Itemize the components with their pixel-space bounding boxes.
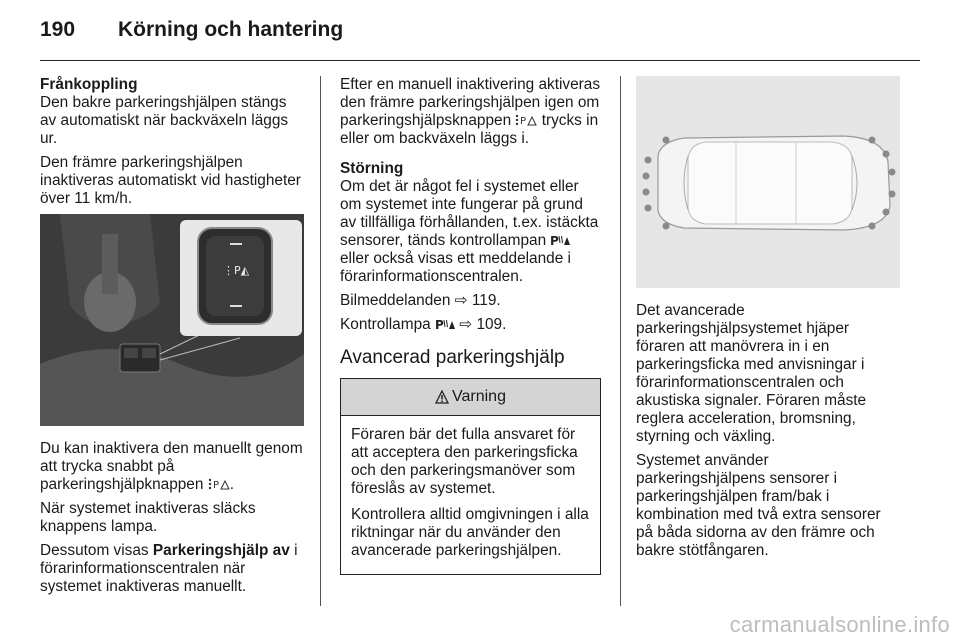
svg-text:⋮P◭: ⋮P◭ <box>223 264 250 277</box>
paragraph-message <box>40 542 306 596</box>
text: Kontrollampa <box>340 316 431 333</box>
page-header <box>40 16 920 52</box>
text: Bilmeddelanden <box>340 292 451 309</box>
car-sensor-diagram <box>636 76 900 288</box>
svg-text:P: P <box>550 234 560 247</box>
page-ref-arrow-icon: ⇨ <box>454 292 468 309</box>
text: . <box>229 476 234 493</box>
parking-warning-lamp-icon <box>550 233 570 247</box>
paragraph-manual-disable <box>40 440 306 494</box>
text: trycks in eller om backväxeln läggs i. <box>340 112 599 147</box>
column-2 <box>340 76 602 575</box>
text: Efter en manuell inaktivering aktiveras den främre parkeringshjälpen igen om parkeringshjälpsknappen <box>340 76 601 129</box>
reference-control-lamp <box>340 316 602 334</box>
text: i förarinformationscentralen när systemet inaktiveras manuellt. <box>40 542 298 595</box>
parking-assist-button-icon <box>208 477 230 491</box>
section-title-advanced-parking: Avancerad parkeringshjälp <box>340 347 565 368</box>
svg-text:P: P <box>520 116 527 127</box>
header-rule <box>40 60 920 61</box>
text: eller också visas ett meddelande i förarinformationscentralen. <box>340 250 571 285</box>
section-heading-fault: Störning <box>340 160 404 177</box>
column-divider-1 <box>320 76 321 606</box>
paragraph: Den bakre parkeringshjälpen stängs av automatiskt när backväxeln läggs ur. <box>40 94 289 147</box>
watermark: carmanualsonline.info <box>729 612 950 637</box>
console-photo <box>40 214 304 426</box>
page-number: 190 <box>40 18 76 41</box>
paragraph: Det avancerade parkeringshjälpsystemet hjäper föraren att manövrera in i en parkeringsficka med anvisningar i förarinformationscentralen och akustiska signaler. Föraren måste reglera acceleration, bromsning, styrning och växling. <box>636 302 867 445</box>
paragraph-fault <box>340 178 602 286</box>
chapter-title: Körning och hantering <box>118 18 344 41</box>
svg-text:P: P <box>434 318 444 331</box>
warning-paragraph: Kontrollera alltid omgivningen i alla riktningar när du använder den avancerade parkeringshjälpen. <box>351 506 589 559</box>
column-divider-2 <box>620 76 621 606</box>
warning-triangle-icon <box>435 390 449 404</box>
warning-paragraph: Föraren bär det fulla ansvaret för att acceptera den parkeringsficka och den parkeringsmanöver som föreslås av systemet. <box>351 426 578 497</box>
paragraph: Den främre parkeringshjälpen inaktiveras automatiskt vid hastigheter över 11 km/h. <box>40 154 301 207</box>
column-3 <box>636 76 902 566</box>
column-1 <box>40 76 306 602</box>
parking-assist-button-icon <box>515 113 537 127</box>
page-ref-arrow-icon: ⇨ <box>459 316 473 333</box>
page-reference-link[interactable]: 119. <box>471 292 501 309</box>
text: Dessutom visas <box>40 542 149 559</box>
warning-box <box>340 378 601 575</box>
warning-header <box>341 379 600 416</box>
parking-warning-lamp-icon <box>435 317 455 331</box>
section-heading-disable: Frånkoppling <box>40 76 138 93</box>
reference-vehicle-messages <box>340 292 602 310</box>
text: Du kan inaktivera den manuellt genom att trycka snabbt på parkeringshjälpknappen <box>40 440 303 493</box>
paragraph: När systemet inaktiveras släcks knappens lampa. <box>40 500 256 535</box>
svg-text:P: P <box>212 480 219 491</box>
paragraph-reactivation <box>340 76 602 148</box>
text: Om det är något fel i systemet eller om systemet inte fungerar på grund av tillfälliga förhållanden, t.ex. istäckta sensorer, tänds kontrollampan <box>340 178 599 249</box>
paragraph: Systemet använder parkeringshjälpens sensorer i parkeringshjälpen fram/bak i kombination med två extra sensorer på båda sidorna av den främre och bakre stötfångaren. <box>636 452 881 559</box>
message-name: Parkeringshjälp av <box>152 542 290 559</box>
warning-title: Varning <box>452 388 506 405</box>
warning-body <box>341 416 600 574</box>
page-reference-link[interactable]: 109. <box>476 316 507 333</box>
